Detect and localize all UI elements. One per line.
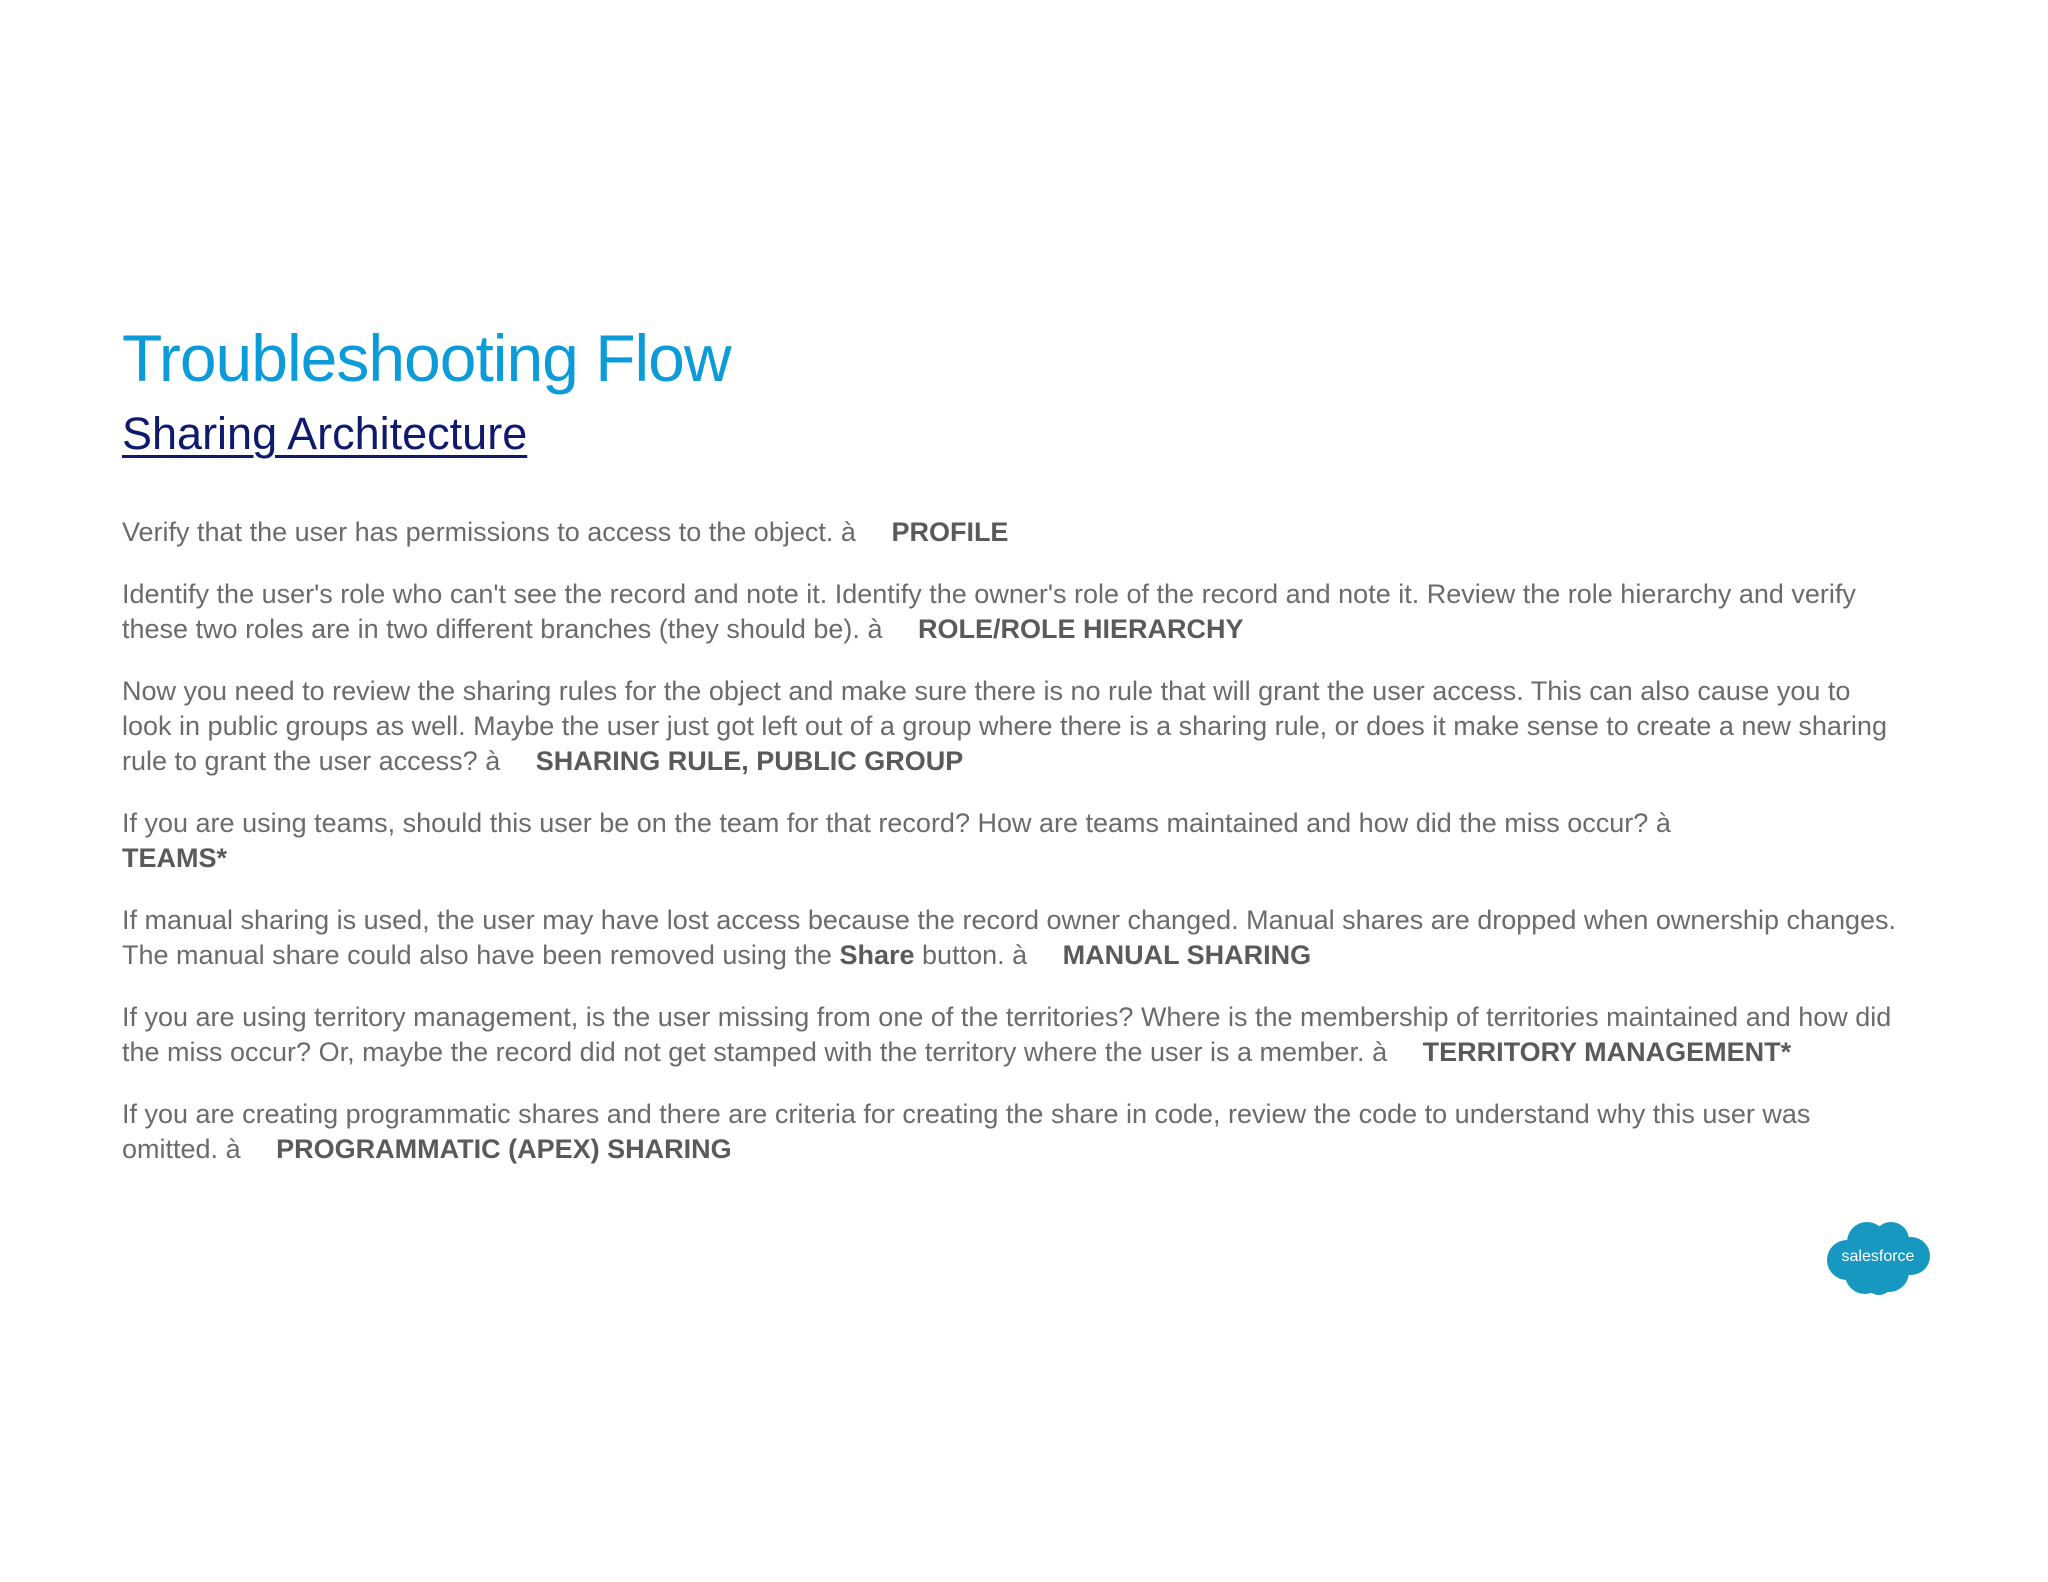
arrow-glyph: à <box>867 614 883 644</box>
logo-wordmark: salesforce <box>1841 1248 1915 1265</box>
paragraph-text: Verify that the user has permissions to access to the object. <box>122 517 834 547</box>
paragraph-text: If you are using territory management, is the user missing from one of the territories? Where is the membership of territories maintained and how did the miss occur? Or, maybe the record did not get stamped with the territory where the user is a member. <box>122 1002 1892 1067</box>
keyword-manual-sharing: MANUAL SHARING <box>1062 940 1312 970</box>
keyword-teams: TEAMS* <box>122 843 228 873</box>
paragraph-sharing-rule <box>122 674 1902 779</box>
salesforce-logo <box>1825 1220 1931 1296</box>
share-button-reference: Share <box>839 940 915 970</box>
keyword-territory-management: TERRITORY MANAGEMENT* <box>1422 1037 1792 1067</box>
paragraph-text: If you are using teams, should this user be on the team for that record? How are teams maintained and how did the miss occur? <box>122 808 1649 838</box>
paragraph-territory <box>122 1000 1902 1070</box>
arrow-glyph: à <box>485 746 501 776</box>
paragraph-profile <box>122 515 1902 550</box>
paragraph-text-after: button. <box>922 940 1005 970</box>
paragraph-text: Now you need to review the sharing rules for the object and make sure there is no rule that will grant the user access. This can also cause you to look in public groups as well. Maybe the user just got left out of a group where there is a sharing rule, or does it make sense to create a new sharing rule to grant the user access? <box>122 676 1887 776</box>
keyword-role-hierarchy: ROLE/ROLE HIERARCHY <box>917 614 1244 644</box>
paragraph-programmatic <box>122 1097 1902 1167</box>
arrow-glyph: à <box>225 1134 241 1164</box>
slide-body <box>122 515 1902 1194</box>
keyword-programmatic-sharing: PROGRAMMATIC (APEX) SHARING <box>276 1134 732 1164</box>
keyword-sharing-rule: SHARING RULE, PUBLIC GROUP <box>535 746 964 776</box>
paragraph-text: Identify the user's role who can't see the record and note it. Identify the owner's role of the record and note it. Review the role hierarchy and verify these two roles are in two different branches (they should be). <box>122 579 1856 644</box>
page-subtitle[interactable]: Sharing Architecture <box>122 408 528 459</box>
paragraph-role-hierarchy <box>122 577 1902 647</box>
arrow-glyph: à <box>1655 808 1671 838</box>
paragraph-teams <box>122 806 1902 876</box>
keyword-profile: PROFILE <box>891 517 1009 547</box>
paragraph-text: If manual sharing is used, the user may have lost access because the record owner changed. Manual shares are dropped when ownership changes. The manual share could also have been removed using the <box>122 905 1897 970</box>
arrow-glyph: à <box>840 517 856 547</box>
arrow-glyph: à <box>1372 1037 1388 1067</box>
page-title: Troubleshooting Flow <box>122 321 731 395</box>
paragraph-text: If you are creating programmatic shares and there are criteria for creating the share in code, review the code to understand why this user was omitted. <box>122 1099 1811 1164</box>
paragraph-manual-sharing <box>122 903 1902 973</box>
arrow-glyph: à <box>1012 940 1028 970</box>
